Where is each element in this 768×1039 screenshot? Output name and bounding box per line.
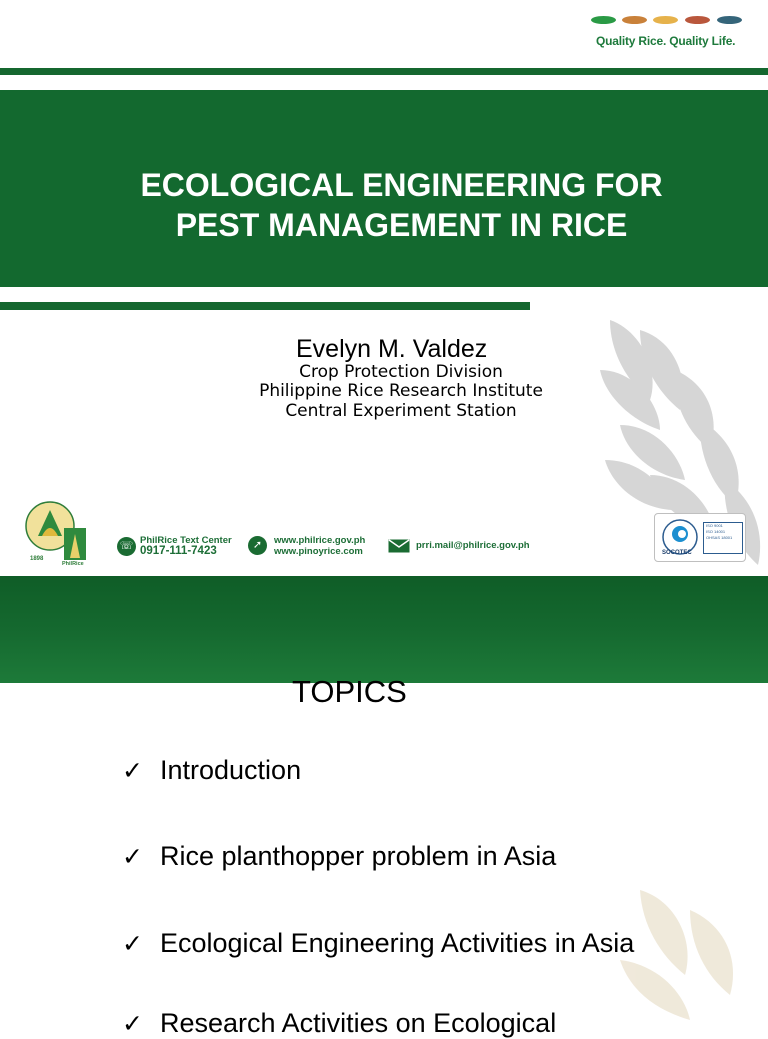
topic-label: Rice planthopper problem in Asia (160, 841, 557, 871)
affiliation-division: Crop Protection Division (299, 362, 503, 382)
philrice-logo-text: PhilRice (62, 561, 84, 567)
da-year: 1898 (30, 556, 44, 562)
globe-arrow-icon: ➚ (248, 536, 267, 555)
dot-blue (717, 16, 742, 24)
cert-line-1: ISO 9001 (706, 523, 723, 528)
title-line-1: ECOLOGICAL ENGINEERING FOR (140, 167, 663, 203)
socotec-standards (703, 522, 743, 554)
title-line-2: PEST MANAGEMENT IN RICE (175, 207, 628, 243)
checkmark-icon: ✓ (122, 930, 143, 958)
topic-item (122, 755, 301, 786)
slide-title (0, 165, 768, 245)
cert-line-3: OHSAS 18001 (706, 535, 733, 540)
affiliation-institute: Philippine Rice Research Institute (259, 381, 543, 401)
divider-bar (0, 302, 530, 310)
tagline: Quality Rice. Quality Life. (596, 34, 736, 48)
website-pinoyrice[interactable]: www.pinoyrice.com (274, 546, 363, 557)
checkmark-icon: ✓ (122, 1010, 143, 1038)
website-philrice[interactable]: www.philrice.gov.ph (274, 535, 366, 546)
dot-red (685, 16, 710, 24)
phone-number[interactable]: 0917-111-7423 (140, 545, 217, 557)
text-center-label: PhilRice Text Center (140, 535, 232, 546)
socotec-name: SOCOTEC (662, 550, 692, 556)
checkmark-icon: ✓ (122, 757, 143, 785)
email-address[interactable]: prri.mail@philrice.gov.ph (416, 540, 530, 551)
checkmark-icon: ✓ (122, 843, 143, 871)
topic-item (122, 841, 556, 872)
cert-line-2: ISO 14001 (706, 529, 726, 534)
envelope-icon (388, 539, 410, 553)
author-name: Evelyn M. Valdez (296, 335, 488, 363)
topics-heading: TOPICS (292, 674, 407, 709)
socotec-cert-badge (654, 513, 746, 562)
topic-item (122, 928, 634, 959)
topic-label: Ecological Engineering Activities in Asia (160, 928, 635, 958)
affiliation-station: Central Experiment Station (285, 401, 517, 421)
topic-label: Introduction (160, 755, 302, 785)
phone-icon: ☏ (117, 537, 136, 556)
topic-label: Research Activities on Ecological (160, 1008, 557, 1038)
green-footer-band (0, 576, 768, 683)
dot-yellow (653, 16, 678, 24)
top-divider-bar (0, 68, 768, 75)
dot-green (591, 16, 616, 24)
dot-orange (622, 16, 647, 24)
brand-color-dots (591, 15, 746, 27)
